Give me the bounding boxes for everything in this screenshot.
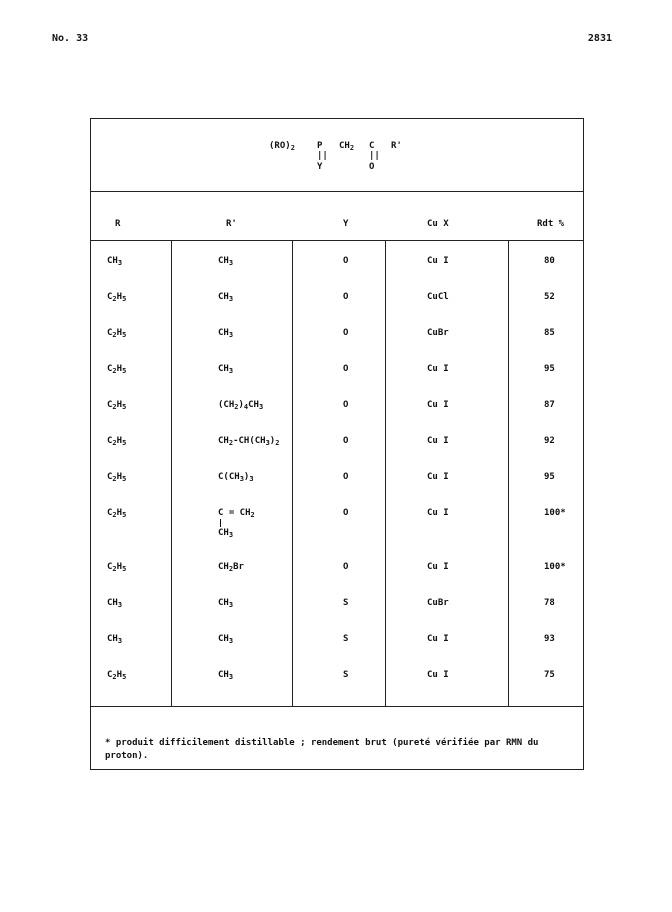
- cell-rdt: 92: [544, 436, 555, 446]
- cell-y: O: [343, 328, 349, 338]
- cell-rdt: 87: [544, 400, 555, 410]
- cell-rdt: 95: [544, 472, 555, 482]
- cell-r-prime: $CH_2-CH(CH_3)_2$: [218, 436, 280, 447]
- cell-cux: Cu I: [427, 562, 449, 572]
- cell-rdt: 78: [544, 598, 555, 608]
- cell-rdt: 95: [544, 364, 555, 374]
- cell-r: $C_2H_5$: [107, 400, 127, 411]
- cell-cux: CuBr: [427, 598, 449, 608]
- column-divider: [171, 240, 172, 706]
- cell-r: $C_2H_5$: [107, 328, 127, 339]
- cell-rdt: 100*: [544, 562, 566, 572]
- cell-cux: CuBr: [427, 328, 449, 338]
- cell-cux: Cu I: [427, 436, 449, 446]
- cell-r: $C_2H_5$: [107, 508, 127, 519]
- footnote: * produit difficilement distillable ; rendement brut (pureté vérifiée par RMN du proton).: [105, 738, 539, 761]
- cell-r-prime: $CH_3$: [218, 292, 234, 303]
- cell-cux: Cu I: [427, 400, 449, 410]
- cell-r: $C_2H_5$: [107, 292, 127, 303]
- cell-r-prime: $CH_2Br$: [218, 562, 244, 573]
- cell-r: $CH_3$: [107, 256, 123, 267]
- cell-r-prime: $C(CH_3)_3$: [218, 472, 254, 483]
- cell-y: O: [343, 436, 349, 446]
- cell-r-prime: $CH_3$: [218, 634, 234, 645]
- cell-rdt: 75: [544, 670, 555, 680]
- cell-y: O: [343, 256, 349, 266]
- cell-r-prime: $CH_3$: [218, 328, 234, 339]
- cell-r: $C_2H_5$: [107, 364, 127, 375]
- results-table: [90, 118, 584, 770]
- cell-r: $CH_3$: [107, 634, 123, 645]
- formula-r-prime: R': [391, 141, 402, 151]
- cell-r: $CH_3$: [107, 598, 123, 609]
- cell-rdt: 52: [544, 292, 555, 302]
- header-divider: [91, 240, 583, 241]
- column-divider: [385, 240, 386, 706]
- formula-o: O: [369, 162, 375, 172]
- formula-c-bond: ||: [369, 151, 380, 161]
- column-header-r-prime: R': [226, 219, 237, 229]
- cell-r: $C_2H_5$: [107, 562, 127, 573]
- formula-ch2: $CH_2$: [339, 141, 355, 152]
- cell-y: O: [343, 400, 349, 410]
- cell-cux: Cu I: [427, 508, 449, 518]
- cell-cux: Cu I: [427, 364, 449, 374]
- formula-p-bond: ||: [317, 151, 328, 161]
- cell-r: $C_2H_5$: [107, 436, 127, 447]
- cell-cux: CuCl: [427, 292, 449, 302]
- formula-y: Y: [317, 162, 323, 172]
- cell-cux: Cu I: [427, 256, 449, 266]
- cell-y: O: [343, 508, 349, 518]
- cell-r-prime: $CH_3$: [218, 364, 234, 375]
- column-header-r: R: [115, 219, 121, 229]
- general-formula: [269, 137, 449, 179]
- page-number: 2831: [587, 33, 612, 44]
- cell-rdt: 85: [544, 328, 555, 338]
- cell-cux: Cu I: [427, 634, 449, 644]
- cell-rdt: 93: [544, 634, 555, 644]
- formula-p: P: [317, 141, 323, 151]
- column-divider: [508, 240, 509, 706]
- cell-y: O: [343, 364, 349, 374]
- cell-r: $C_2H_5$: [107, 670, 127, 681]
- cell-rdt: 100*: [544, 508, 566, 518]
- cell-r: $C_2H_5$: [107, 472, 127, 483]
- cell-y: O: [343, 562, 349, 572]
- formula-divider: [91, 191, 583, 192]
- column-header-cux: Cu X: [427, 219, 449, 229]
- formula-c: C: [369, 141, 375, 151]
- cell-y: S: [343, 634, 349, 644]
- cell-rdt: 80: [544, 256, 555, 266]
- cell-r-prime: $CH_3$: [218, 598, 234, 609]
- cell-r-prime: $CH_3$: [218, 256, 234, 267]
- column-divider: [292, 240, 293, 706]
- column-header-rdt: Rdt %: [537, 219, 565, 229]
- cell-r-prime: $C = CH_2$ $CH_3$: [218, 508, 255, 539]
- cell-cux: Cu I: [427, 670, 449, 680]
- column-header-y: Y: [343, 219, 349, 229]
- cell-r-prime: $CH_3$: [218, 670, 234, 681]
- cell-y: O: [343, 472, 349, 482]
- cell-cux: Cu I: [427, 472, 449, 482]
- cell-y: S: [343, 598, 349, 608]
- cell-r-prime: $(CH_2)_4CH_3$: [218, 400, 264, 411]
- formula-ro: $(RO)_2$: [269, 141, 295, 152]
- journal-issue: No. 33: [52, 33, 89, 44]
- footer-divider: [91, 706, 583, 707]
- cell-y: S: [343, 670, 349, 680]
- cell-y: O: [343, 292, 349, 302]
